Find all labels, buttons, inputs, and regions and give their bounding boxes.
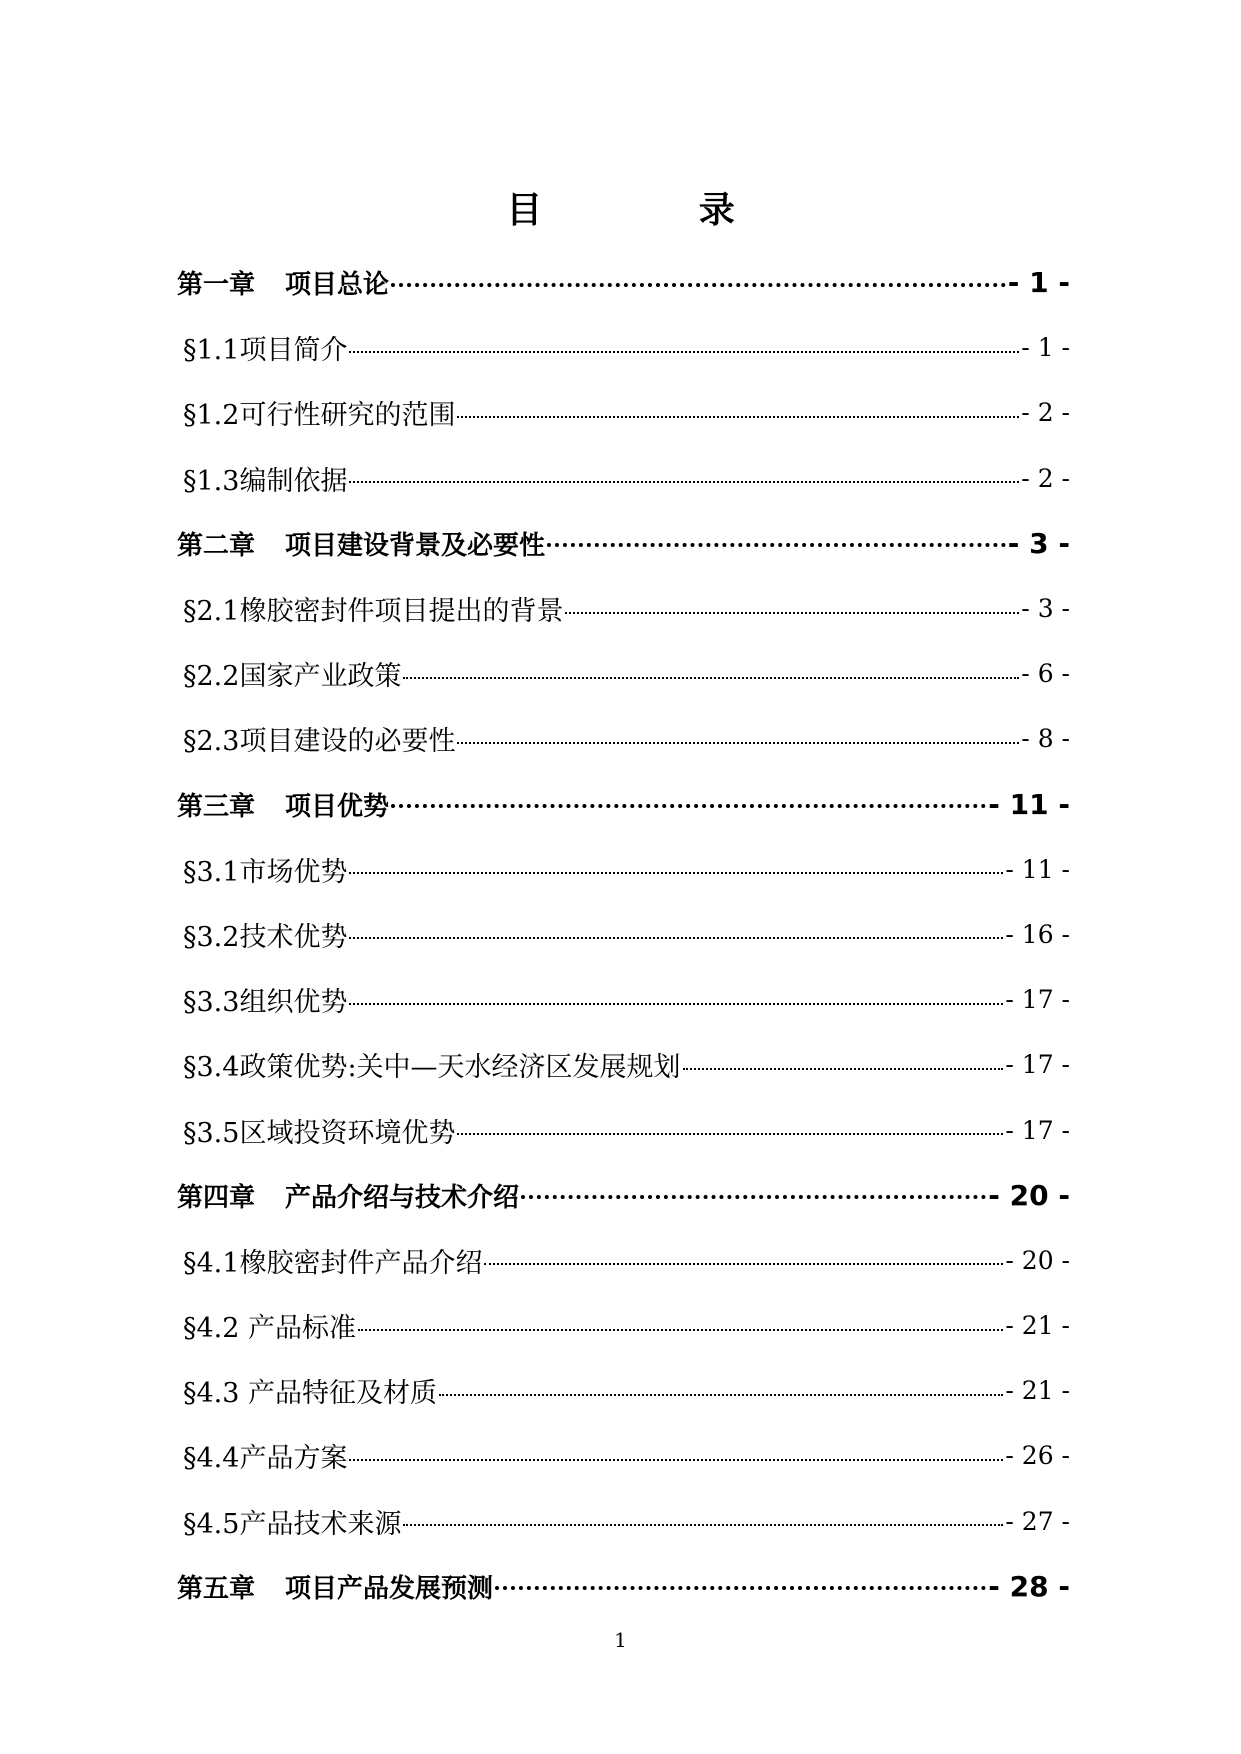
toc-section-entry[interactable] xyxy=(177,1423,1070,1488)
toc-entry-label xyxy=(177,1568,493,1605)
dot-leader xyxy=(457,742,1019,744)
toc-entry-label: §3.4政策优势:关中—天水经济区发展规划 xyxy=(183,1052,681,1084)
toc-entry-label: §3.1市场优势 xyxy=(183,856,348,888)
toc-entry-label: §2.3项目建设的必要性 xyxy=(183,726,456,758)
toc-section-entry[interactable] xyxy=(177,641,1070,706)
page-title: 目 录 xyxy=(506,190,807,231)
toc-page-number: - 28 - xyxy=(988,1569,1070,1603)
dot-leader xyxy=(683,1068,1004,1070)
toc-page-number: - 17 - xyxy=(1005,1115,1070,1145)
toc-entry-label: §4.5产品技术来源 xyxy=(183,1508,402,1540)
dot-leader xyxy=(565,612,1019,614)
dot-leader xyxy=(457,416,1019,418)
dot-leader xyxy=(484,1263,1003,1265)
dot-leader xyxy=(358,1329,1003,1331)
toc-page-number: - 6 - xyxy=(1021,659,1070,689)
chapter-title: 项目总论 xyxy=(285,270,390,301)
toc-entry-label: §4.2 产品标准 xyxy=(183,1313,357,1345)
dot-leader xyxy=(349,937,1003,939)
toc-section-entry[interactable] xyxy=(177,902,1070,967)
toc-section-entry[interactable] xyxy=(177,576,1070,641)
dot-leader xyxy=(495,1586,986,1590)
toc-entry-label xyxy=(177,264,389,301)
toc-chapter-entry[interactable] xyxy=(177,250,1070,315)
toc-page-number: - 11 - xyxy=(1005,854,1070,884)
toc-entry-label: §3.3组织优势 xyxy=(183,987,348,1019)
toc-section-entry[interactable] xyxy=(177,1097,1070,1162)
dot-leader xyxy=(349,1459,1003,1461)
dot-leader xyxy=(349,1003,1003,1005)
toc-chapter-entry[interactable] xyxy=(177,1163,1070,1228)
toc-entry-label: §1.2可行性研究的范围 xyxy=(183,400,456,432)
toc-section-entry[interactable] xyxy=(177,1358,1070,1423)
dot-leader xyxy=(439,1394,1003,1396)
toc-chapter-entry[interactable] xyxy=(177,1554,1070,1619)
toc-page-number: - 3 - xyxy=(1021,594,1070,624)
toc-entry-label xyxy=(177,1177,519,1214)
toc-section-entry[interactable] xyxy=(177,967,1070,1032)
toc-page-number: - 2 - xyxy=(1021,398,1070,428)
toc-entry-label: §3.5区域投资环境优势 xyxy=(183,1117,456,1149)
toc-page-number: - 21 - xyxy=(1005,1311,1070,1341)
toc-page-number: - 21 - xyxy=(1005,1376,1070,1406)
toc-section-entry[interactable] xyxy=(177,315,1070,380)
toc-page-number: - 1 - xyxy=(1021,333,1070,363)
toc-section-entry[interactable] xyxy=(177,706,1070,771)
toc-entry-label: §1.3编制依据 xyxy=(183,465,348,497)
dot-leader xyxy=(391,804,986,808)
toc-chapter-entry[interactable] xyxy=(177,511,1070,576)
toc-page-number: - 2 - xyxy=(1021,463,1070,493)
toc-page-number: - 17 - xyxy=(1005,985,1070,1015)
chapter-title: 项目优势 xyxy=(285,791,390,822)
dot-leader xyxy=(547,543,1006,547)
toc-entry-label: §2.1橡胶密封件项目提出的背景 xyxy=(183,596,564,628)
dot-leader xyxy=(349,872,1003,874)
toc-section-entry[interactable] xyxy=(177,1032,1070,1097)
chapter-number: 第一章 xyxy=(177,270,256,301)
dot-leader xyxy=(391,283,1006,287)
toc-entry-label: §4.1橡胶密封件产品介绍 xyxy=(183,1247,483,1279)
chapter-title: 项目产品发展预测 xyxy=(285,1573,494,1604)
dot-leader xyxy=(403,1524,1003,1526)
chapter-number: 第五章 xyxy=(177,1573,256,1604)
chapter-number: 第四章 xyxy=(177,1182,256,1213)
toc-page-number: - 11 - xyxy=(988,787,1070,821)
toc-page-number: - 27 - xyxy=(1005,1506,1070,1536)
page-number: 1 xyxy=(614,1628,627,1652)
toc-page-number: - 17 - xyxy=(1005,1050,1070,1080)
toc-chapter-entry[interactable] xyxy=(177,772,1070,837)
toc-entry-label: §4.3 产品特征及材质 xyxy=(183,1378,438,1410)
chapter-title: 项目建设背景及必要性 xyxy=(285,530,546,561)
toc-entry-label: §2.2国家产业政策 xyxy=(183,661,402,693)
toc-page-number: - 3 - xyxy=(1007,526,1070,560)
toc-entry-label: §4.4产品方案 xyxy=(183,1443,348,1475)
toc-section-entry[interactable] xyxy=(177,446,1070,511)
toc-entry-label: §3.2技术优势 xyxy=(183,921,348,953)
toc-page-number: - 20 - xyxy=(988,1178,1070,1212)
toc-page-number: - 8 - xyxy=(1021,724,1070,754)
toc-page-number: - 20 - xyxy=(1005,1245,1070,1275)
chapter-title: 产品介绍与技术介绍 xyxy=(285,1182,520,1213)
toc-page-number: - 1 - xyxy=(1007,266,1070,300)
dot-leader xyxy=(521,1195,986,1199)
table-of-contents xyxy=(177,250,1070,1619)
dot-leader xyxy=(349,351,1019,353)
dot-leader xyxy=(457,1133,1003,1135)
toc-page-number: - 16 - xyxy=(1005,919,1070,949)
toc-section-entry[interactable] xyxy=(177,380,1070,445)
toc-section-entry[interactable] xyxy=(177,837,1070,902)
dot-leader xyxy=(403,677,1019,679)
chapter-number: 第二章 xyxy=(177,530,256,561)
toc-entry-label xyxy=(177,786,389,823)
dot-leader xyxy=(349,481,1019,483)
toc-page-number: - 26 - xyxy=(1005,1441,1070,1471)
toc-entry-label: §1.1项目简介 xyxy=(183,335,348,367)
toc-entry-label xyxy=(177,525,545,562)
toc-section-entry[interactable] xyxy=(177,1489,1070,1554)
chapter-number: 第三章 xyxy=(177,791,256,822)
toc-section-entry[interactable] xyxy=(177,1293,1070,1358)
toc-section-entry[interactable] xyxy=(177,1228,1070,1293)
